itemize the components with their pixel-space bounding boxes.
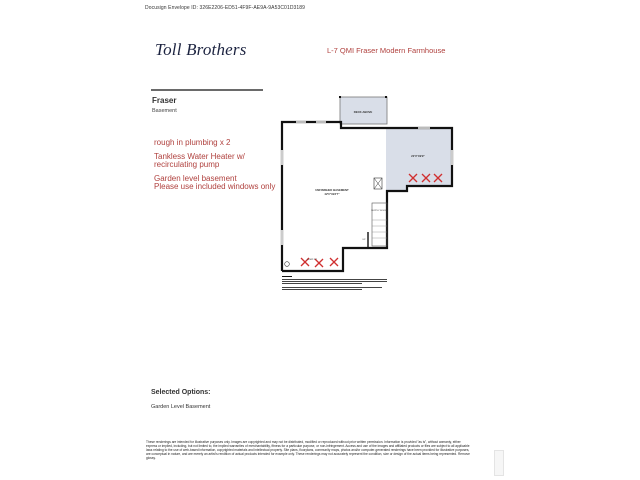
note-garden-level: Garden level basement	[154, 174, 237, 183]
storage-dims: 22'3"X9'9"	[411, 154, 425, 158]
basement-label: UNFINISHED BASEMENT	[315, 188, 349, 192]
page-stamp	[494, 450, 504, 476]
model-name: Fraser	[152, 96, 177, 105]
plan-title: L-7 QMI Fraser Modern Farmhouse	[327, 46, 446, 55]
stair-label: SUPPLY ROOM	[371, 210, 387, 212]
basement-dims: 42'0"X23'7"	[324, 192, 340, 196]
floor-level: Basement	[152, 108, 177, 114]
note-water-heater-2: recirculating pump	[154, 160, 220, 169]
docusign-envelope-id: Docusign Envelope ID: 326E2206-ED51-4F9F-AE9A-9A53C01D3189	[145, 5, 306, 11]
sump-label: SUMP PIT	[306, 259, 318, 261]
note-windows: Please use included windows only	[154, 182, 276, 191]
deck-label: DECK ABOVE	[353, 110, 373, 114]
selected-option-item: Garden Level Basement	[151, 404, 211, 410]
disclaimer-text: These renderings are intended for illustrative purposes only. Images are copyrighted and may not be distributed, modified or reproduced without prior written permission. Information is provided "as is", without warranty, either express or implied, including, but not limited to, the implied warranties of merchantability, fitness for a particular purpose, or non-infringement. Access and use of the images and affiliated products or files are subject to all applicable laws relating to the use of web-based information, copyrighted materials and intellectual property. Site plans, floorplans, community maps, photos and/or computer-generated renderings have been provided for illustrative purposes, are conceptual in nature, and are merely an artist's rendition of actual products intended for example only. These renderings may not accurately represent the condition, size or design of the actual items being represented. Remove glossy.	[146, 440, 470, 460]
note-water-heater: Tankless Water Heater w/	[154, 152, 245, 161]
sump-pit-icon	[285, 262, 290, 267]
brand-logo: Toll Brothers	[155, 40, 247, 59]
up-label: UP	[362, 239, 366, 241]
selected-options-title: Selected Options:	[151, 389, 211, 396]
note-plumbing: rough in plumbing x 2	[154, 138, 231, 147]
